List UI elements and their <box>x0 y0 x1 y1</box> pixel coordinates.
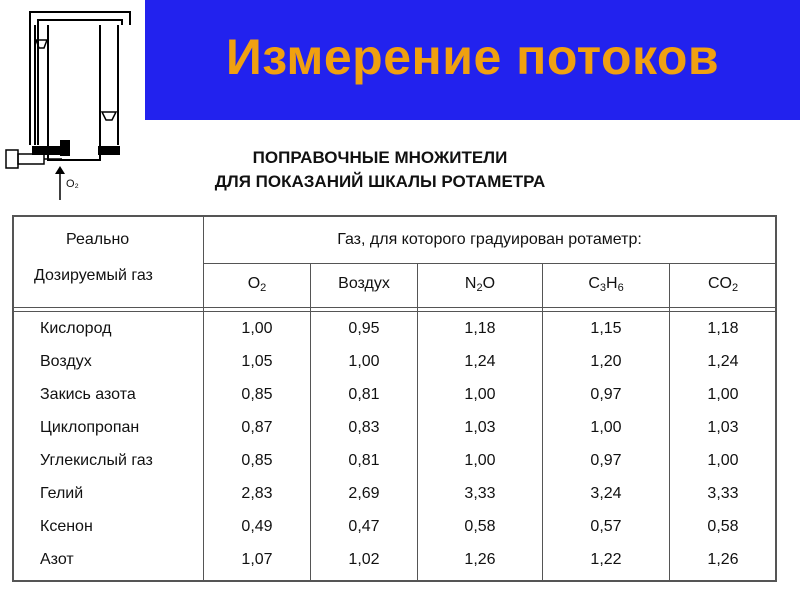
row-header-line-1: Реально <box>66 231 130 248</box>
subtitle-line-1: ПОПРАВОЧНЫЕ МНОЖИТЕЛИ <box>252 148 508 167</box>
gas-name: Закись азота <box>40 386 136 403</box>
factor-value: 3,24 <box>590 485 622 502</box>
gas-name: Воздух <box>40 353 92 370</box>
factor-value: 1,03 <box>464 419 496 436</box>
gas-name: Кислород <box>40 320 112 337</box>
factor-value: 1,00 <box>464 452 496 469</box>
rotameter-diagram <box>0 0 145 200</box>
factor-value: 1,18 <box>464 320 496 337</box>
factor-value: 2,69 <box>348 485 380 502</box>
factor-value: 1,20 <box>590 353 622 370</box>
factor-value: 1,05 <box>241 353 273 370</box>
factor-value: 0,85 <box>241 452 273 469</box>
factor-value: 0,49 <box>241 518 273 535</box>
factor-value: 0,97 <box>590 452 622 469</box>
factor-value: 1,24 <box>464 353 496 370</box>
factor-value: 1,07 <box>241 551 273 568</box>
gas-name: Гелий <box>40 485 84 502</box>
factor-value: 0,81 <box>348 386 380 403</box>
group-header: Газ, для которого градуирован ротаметр: <box>337 231 642 248</box>
factor-value: 1,03 <box>707 419 739 436</box>
factor-value: 0,81 <box>348 452 380 469</box>
factor-value: 1,00 <box>590 419 622 436</box>
factor-value: 3,33 <box>707 485 739 502</box>
gas-name: Циклопропан <box>40 419 140 436</box>
column-header: $C_3H_6$ <box>588 275 624 294</box>
row-header-line-2: Дозируемый газ <box>34 267 153 284</box>
subtitle-line-2: ДЛЯ ПОКАЗАНИЙ ШКАЛЫ РОТАМЕТРА <box>214 172 546 191</box>
correction-factor-table <box>12 215 777 582</box>
factor-value: 0,83 <box>348 419 380 436</box>
factor-value: 0,58 <box>464 518 496 535</box>
factor-value: 1,26 <box>707 551 739 568</box>
gas-name: Ксенон <box>40 518 93 535</box>
factor-value: 1,00 <box>707 386 739 403</box>
factor-value: 1,26 <box>464 551 496 568</box>
column-header: $CO_2$ <box>707 275 739 294</box>
factor-value: 0,47 <box>348 518 380 535</box>
factor-value: 2,83 <box>241 485 273 502</box>
factor-value: 1,24 <box>707 353 739 370</box>
column-header: $N_2O$ <box>464 275 496 294</box>
factor-value: 1,22 <box>590 551 622 568</box>
gas-name: Углекислый газ <box>40 452 153 469</box>
factor-value: 0,97 <box>590 386 622 403</box>
oxygen-inlet-label: O₂ <box>66 178 79 190</box>
factor-value: 0,85 <box>241 386 273 403</box>
factor-value: 1,00 <box>241 320 273 337</box>
factor-value: 0,87 <box>241 419 273 436</box>
factor-value: 0,57 <box>590 518 622 535</box>
factor-value: 0,58 <box>707 518 739 535</box>
slide-title: Измерение потоков <box>225 29 720 85</box>
factor-value: 1,00 <box>707 452 739 469</box>
factor-value: 1,00 <box>348 353 380 370</box>
column-header: $O_2$ <box>247 275 267 294</box>
factor-value: 1,18 <box>707 320 739 337</box>
factor-value: 0,95 <box>348 320 380 337</box>
factor-value: 1,00 <box>464 386 496 403</box>
column-header: Воздух <box>338 275 390 292</box>
factor-value: 1,02 <box>348 551 380 568</box>
factor-value: 3,33 <box>464 485 496 502</box>
title-bar <box>145 0 800 120</box>
gas-name: Азот <box>40 551 74 568</box>
factor-value: 1,15 <box>590 320 622 337</box>
